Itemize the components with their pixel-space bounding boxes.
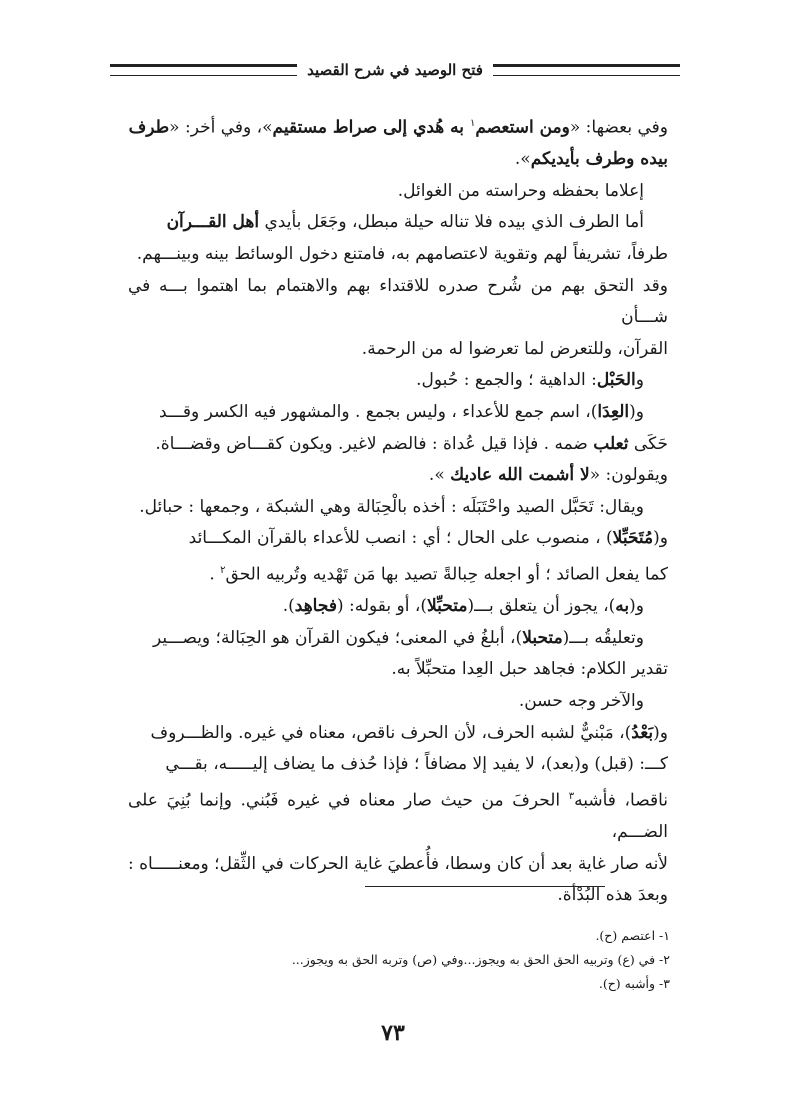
text-line-5 xyxy=(128,239,668,271)
text-line-12 xyxy=(128,492,668,524)
text-line-17 xyxy=(128,654,668,686)
text-line-19 xyxy=(128,718,668,750)
bold-term: لا أشمت الله عاديك xyxy=(450,465,590,486)
text-line-14 xyxy=(128,555,668,591)
text-run: حَكَى xyxy=(628,433,668,454)
text-run: أما الطرف الذي بيده فلا تناله حيلة مبطل، وجَعَل بأيدي xyxy=(259,212,644,233)
header-rule-left xyxy=(110,64,297,76)
bold-term: أهل القـــرآن xyxy=(166,212,260,233)
bold-term: بيده وطرف بأيديكم xyxy=(530,149,668,170)
footnote-marker: ٣ xyxy=(568,790,575,802)
text-line-3 xyxy=(128,176,668,208)
running-header xyxy=(110,58,680,82)
text-line-9 xyxy=(128,397,668,429)
text-line-13 xyxy=(128,523,668,555)
text-run: ضمه . فإذا قيل عُداة : فالضم لاغير. ويكون كقـــاض وقضـــاة. xyxy=(155,433,594,454)
text-line-4 xyxy=(128,207,668,239)
footnotes xyxy=(240,924,670,996)
page-number: ٧٣ xyxy=(381,1020,405,1046)
text-run: )، اسم جمع للأعداء ، وليس بجمع . والمشهور فيه الكسر وقـــد xyxy=(159,402,598,422)
bold-term: بَعْدُ xyxy=(631,722,654,743)
text-run: إعلاما بحفظه وحراسته من الغوائل. xyxy=(397,180,644,201)
text-line-16 xyxy=(128,623,668,655)
text-run: تقدير الكلام: فجاهد حبل العِدا متحبِّلاً به. xyxy=(391,659,668,680)
text-run: الحرفَ من حيث صار معناه في غيره فَبُني. وإنما بُنِيَ على الضـــم، xyxy=(128,790,668,843)
text-run: لأنه صار غاية بعد أن كان وسطا، فأُعطيَ غاية الحركات في الثِّقل؛ ومعنـــــاه : xyxy=(128,853,668,874)
text-line-20 xyxy=(128,749,668,781)
bold-term: فجاهِد xyxy=(294,596,337,617)
text-run: )، أو بقوله: ( xyxy=(336,596,427,617)
bold-term: العِدَا xyxy=(597,402,630,422)
text-line-22 xyxy=(128,849,668,881)
footnote-2: ٢- في (ع) وتربيه الحق الحق به ويجوز...وفي (ص) وتربه الحق به ويجوز... xyxy=(291,952,670,967)
bold-term: طرف xyxy=(128,117,170,138)
footnote-1: ١- اعتصم (ح). xyxy=(595,928,670,943)
text-run: ) ، منصوب على الحال ؛ أي : انصب للأعداء بالقرآن المكـــائد xyxy=(188,528,613,549)
text-run: و( xyxy=(653,528,668,549)
text-run: ). xyxy=(282,596,295,617)
text-run: وقد التحق بهم من شُرح صدره للاقتداء بهم والاهتمام بما اهتموا بـــه في شـــأن xyxy=(128,275,668,328)
footnote-marker: ٢ xyxy=(220,564,226,576)
bold-term: الحَبْل xyxy=(596,370,636,391)
text-run: والآخر وجه حسن. xyxy=(518,691,644,711)
text-run: كما يفعل الصائد ؛ أو اجعله حِبالةً تصيد بها مَن تَهْديه وتُربيه الحق xyxy=(225,564,668,585)
text-line-1 xyxy=(128,108,668,144)
bold-term: مُتَحَبِّلا xyxy=(612,528,654,549)
text-run: و( xyxy=(653,722,668,743)
text-run: ناقصا، فأشبه xyxy=(574,790,668,811)
footnote-marker: ١ xyxy=(469,118,476,129)
text-run: : الداهية ؛ والجمع : حُبول. xyxy=(416,370,597,391)
footnote-separator xyxy=(365,886,605,887)
text-line-15 xyxy=(128,591,668,623)
header-title: فتح الوصيد في شرح القصيد xyxy=(307,61,483,79)
text-line-10 xyxy=(128,429,668,461)
text-run: وفي بعضها: « xyxy=(569,117,668,138)
text-run: ويقال: تَحَبَّل الصيد واحْتَبَلَه : أخذه بالْحِبَالة وهي الشبكة ، وجمعها : حبائل. xyxy=(139,496,644,517)
text-run: وبعدَ هذه البُدْأة. xyxy=(557,885,668,906)
text-run: )، يجوز أن يتعلق بـــ( xyxy=(467,596,616,617)
bold-term: متحبِّلا xyxy=(427,596,468,617)
text-run: )، أبلغُ في المعنى؛ فيكون القرآن هو الحِبَالة؛ ويصـــير xyxy=(153,627,523,648)
text-run: ». xyxy=(428,465,451,486)
text-line-18 xyxy=(128,686,668,718)
text-line-21 xyxy=(128,781,668,849)
bold-term: ومن استعصم xyxy=(475,117,570,138)
text-line-11 xyxy=(128,460,668,492)
text-run: »، وفي أخر: « xyxy=(169,117,273,138)
text-run: و xyxy=(635,370,644,391)
text-run: )، مَبْنيٌّ لشبه الحرف، لأن الحرف ناقص، معناه في غيره. والظـــروف xyxy=(150,722,632,743)
text-run: و( xyxy=(629,596,644,617)
footnote-3: ٣- وأشبه (ح). xyxy=(598,976,670,991)
text-run: و( xyxy=(629,402,644,422)
text-line-23 xyxy=(128,880,668,912)
bold-term: ثعلب xyxy=(593,433,629,454)
text-run: كـــ: (قبل) و(بعد)، لا يفيد إلا مضافاً ؛ فإذا حُذف ما يضاف إليـــــه، بقـــي xyxy=(165,754,668,775)
header-rule-right xyxy=(493,64,680,76)
text-run: . xyxy=(209,564,221,585)
bold-term: متحبلا xyxy=(522,627,563,648)
text-run: طرفاً، تشريفاً لهم وتقوية لاعتصامهم به، فامتنع دخول الوسائط بينه وبينـــهم. xyxy=(136,244,668,265)
text-run: ». xyxy=(514,149,531,170)
body-text xyxy=(128,108,668,912)
text-run: وتعليقُه بـــ( xyxy=(562,627,644,648)
text-line-7 xyxy=(128,334,668,366)
text-run: القرآن، وللتعرض لما تعرضوا له من الرحمة. xyxy=(361,338,668,359)
bold-term: به هُدي إلى صراط مستقيم xyxy=(272,117,470,138)
text-line-2 xyxy=(128,144,668,176)
text-run: ويقولون: « xyxy=(589,465,668,486)
text-line-8 xyxy=(128,365,668,397)
text-line-6 xyxy=(128,271,668,334)
bold-term: به xyxy=(615,596,630,617)
